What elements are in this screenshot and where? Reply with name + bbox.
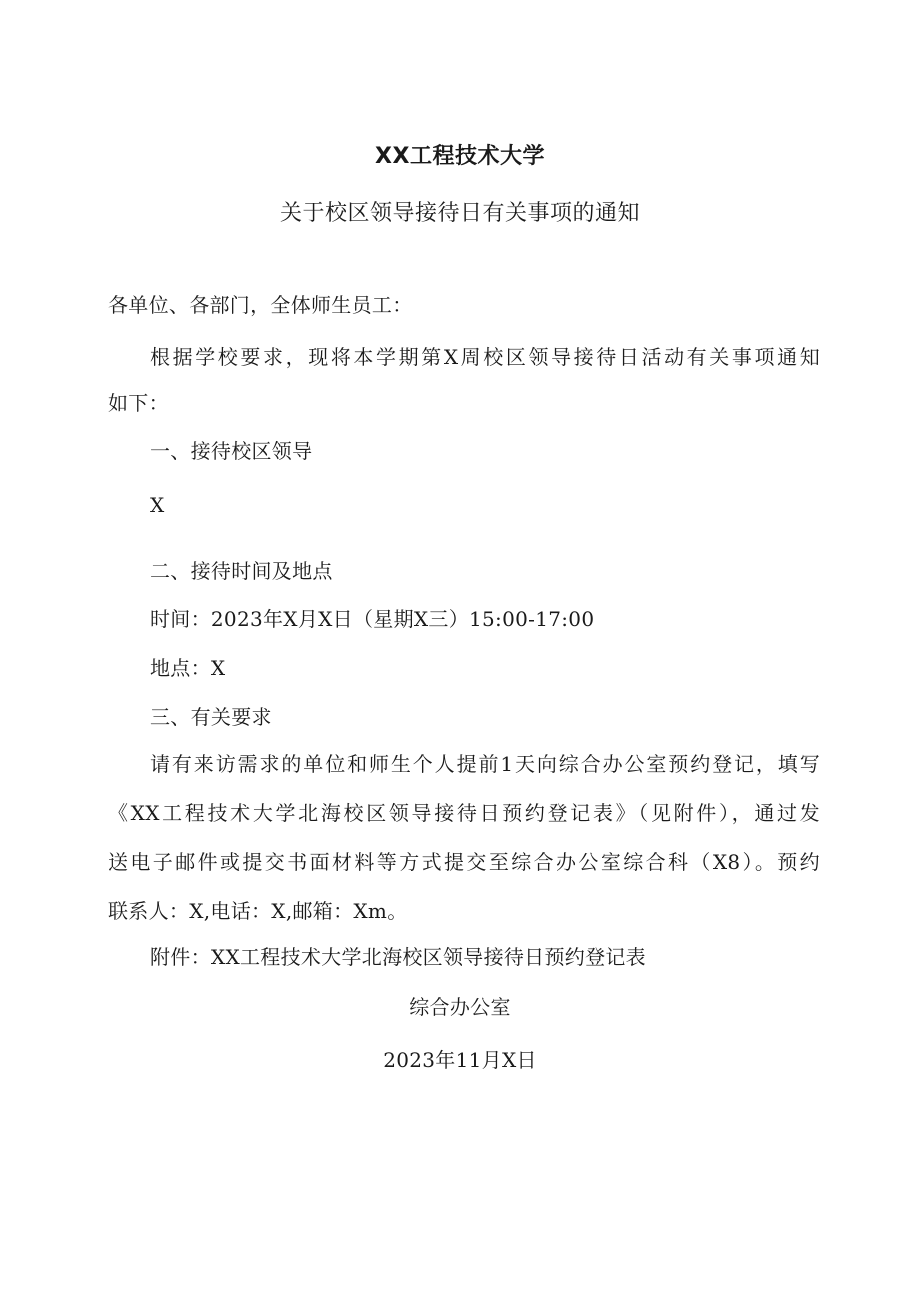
requirements-line-4: 联系人：X,电话：X,邮箱：Xm。 [108, 899, 408, 923]
attachment-note: 附件：XX工程技术大学北海校区领导接待日预约登记表 [150, 945, 646, 969]
section-1-content: X [150, 493, 165, 517]
notice-title: 关于校区领导接待日有关事项的通知 [279, 201, 640, 226]
section-2-heading: 二、接待时间及地点 [150, 559, 333, 583]
reception-place: 地点：X [150, 656, 226, 680]
section-3-heading: 三、有关要求 [150, 705, 272, 729]
issue-date: 2023年11月X日 [383, 1048, 537, 1072]
salutation: 各单位、各部门，全体师生员工： [108, 293, 413, 317]
requirements-line-1: 请有来访需求的单位和师生个人提前1天向综合办公室预约登记，填写 [150, 752, 820, 776]
requirements-line-2: 《XX工程技术大学北海校区领导接待日预约登记表》（见附件），通过发 [108, 801, 820, 825]
intro-paragraph-line-1: 根据学校要求，现将本学期第X周校区领导接待日活动有关事项通知 [150, 345, 820, 369]
reception-time: 时间：2023年X月X日（星期X三）15:00-17:00 [150, 607, 595, 631]
requirements-line-3: 送电子邮件或提交书面材料等方式提交至综合办公室综合科（X8）。预约 [108, 850, 820, 874]
issuing-office: 综合办公室 [409, 995, 511, 1019]
university-title: XX工程技术大学 [375, 144, 545, 169]
section-1-heading: 一、接待校区领导 [150, 439, 313, 463]
intro-paragraph-line-2: 如下： [108, 391, 169, 415]
